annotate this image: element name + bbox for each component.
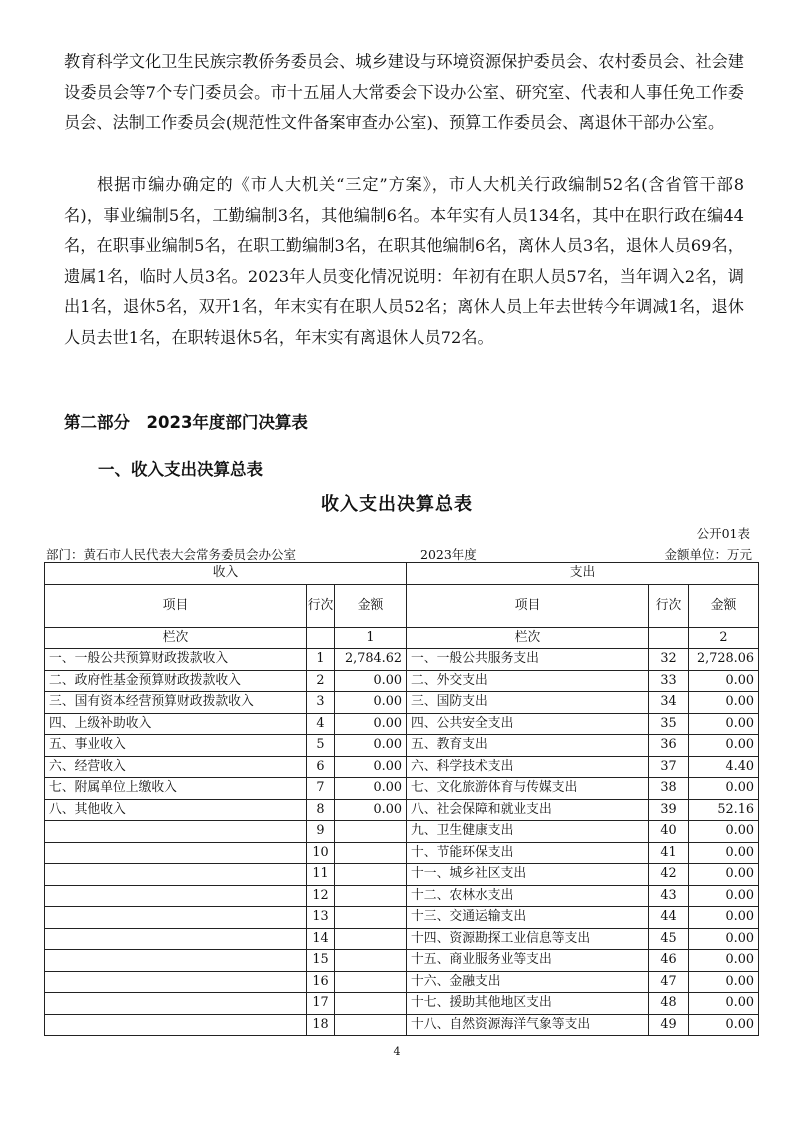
expense-amount-cell: 2,728.06 [689, 649, 759, 671]
expense-item-cell: 四、公共安全支出 [407, 713, 649, 735]
income-lanci-label: 栏次 [45, 627, 307, 649]
expense-amount-cell: 0.00 [689, 950, 759, 972]
expense-amount-cell: 0.00 [689, 778, 759, 800]
expense-row-number-cell: 49 [649, 1014, 689, 1036]
income-amount-cell: 0.00 [335, 778, 407, 800]
expense-row-number-cell: 34 [649, 692, 689, 714]
income-item-cell [45, 993, 307, 1015]
table-row [45, 735, 759, 757]
expense-item-cell: 十八、自然资源海洋气象等支出 [407, 1014, 649, 1036]
expense-row-number-cell: 47 [649, 971, 689, 993]
income-row-no-header: 行次 [307, 584, 335, 627]
table-row [45, 692, 759, 714]
expense-amount-cell: 52.16 [689, 799, 759, 821]
table-row [45, 670, 759, 692]
column-header-row [45, 584, 759, 627]
expense-item-cell: 一、一般公共服务支出 [407, 649, 649, 671]
income-amount-cell [335, 864, 407, 886]
income-amount-cell [335, 907, 407, 929]
income-row-number-cell: 10 [307, 842, 335, 864]
income-item-cell: 一、一般公共预算财政拨款收入 [45, 649, 307, 671]
expense-lanci-label: 栏次 [407, 627, 649, 649]
income-expense-table [44, 562, 759, 1036]
income-item-cell [45, 971, 307, 993]
income-item-cell [45, 1014, 307, 1036]
income-row-number-cell: 16 [307, 971, 335, 993]
department-label: 部门：黄石市人民代表大会常务委员会办公室 [46, 547, 297, 562]
expense-item-cell: 七、文化旅游体育与传媒支出 [407, 778, 649, 800]
income-item-cell: 三、国有资本经营预算财政拨款收入 [45, 692, 307, 714]
table-row [45, 993, 759, 1015]
expense-item-cell: 十二、农林水支出 [407, 885, 649, 907]
expense-header: 支出 [407, 563, 759, 585]
intro-paragraph-1: 教育科学文化卫生民族宗教侨务委员会、城乡建设与环境资源保护委员会、农村委员会、社会建设委员会等7个专门委员会。市十五届人大常委会下设办公室、研究室、代表和人事任免工作委员会、法制工作委员会(规范性文件备案审查办公室)、预算工作委员会、离退休干部办公室。 [64, 52, 744, 133]
income-amount-cell: 0.00 [335, 735, 407, 757]
expense-amount-cell: 0.00 [689, 907, 759, 929]
expense-item-cell: 二、外交支出 [407, 670, 649, 692]
expense-amount-cell: 0.00 [689, 864, 759, 886]
income-row-number-cell: 4 [307, 713, 335, 735]
income-item-cell [45, 907, 307, 929]
expense-row-number-cell: 46 [649, 950, 689, 972]
expense-row-number-cell: 36 [649, 735, 689, 757]
table-row [45, 756, 759, 778]
expense-amount-cell: 0.00 [689, 971, 759, 993]
income-item-cell [45, 950, 307, 972]
income-amount-cell: 0.00 [335, 756, 407, 778]
expense-amount-cell: 0.00 [689, 842, 759, 864]
table-row [45, 649, 759, 671]
expense-item-cell: 十四、资源勘探工业信息等支出 [407, 928, 649, 950]
income-amount-cell [335, 885, 407, 907]
unit-label: 金额单位：万元 [664, 547, 752, 562]
expense-item-cell: 十六、金融支出 [407, 971, 649, 993]
table-row [45, 799, 759, 821]
expense-amount-cell: 0.00 [689, 1014, 759, 1036]
income-item-cell: 六、经营收入 [45, 756, 307, 778]
income-row-number-cell: 15 [307, 950, 335, 972]
expense-amount-header: 金额 [689, 584, 759, 627]
table-row [45, 928, 759, 950]
table-title: 收入支出决算总表 [321, 494, 473, 515]
expense-lanci-blank [649, 627, 689, 649]
income-row-number-cell: 14 [307, 928, 335, 950]
income-amount-header: 金额 [335, 584, 407, 627]
form-number: 公开01表 [696, 526, 750, 541]
year-label: 2023年度 [420, 547, 477, 562]
income-amount-cell [335, 971, 407, 993]
income-row-number-cell: 7 [307, 778, 335, 800]
income-amount-cell: 0.00 [335, 799, 407, 821]
income-item-cell: 七、附属单位上缴收入 [45, 778, 307, 800]
expense-item-cell: 十三、交通运输支出 [407, 907, 649, 929]
column-number-row [45, 627, 759, 649]
expense-row-no-header: 行次 [649, 584, 689, 627]
table-row [45, 907, 759, 929]
income-item-header: 项目 [45, 584, 307, 627]
income-row-number-cell: 17 [307, 993, 335, 1015]
expense-amount-cell: 0.00 [689, 735, 759, 757]
income-item-cell [45, 821, 307, 843]
income-amount-cell [335, 1014, 407, 1036]
income-item-cell [45, 928, 307, 950]
expense-item-cell: 三、国防支出 [407, 692, 649, 714]
income-row-number-cell: 13 [307, 907, 335, 929]
expense-amount-cell: 0.00 [689, 993, 759, 1015]
table-row [45, 1014, 759, 1036]
income-row-number-cell: 11 [307, 864, 335, 886]
expense-row-number-cell: 44 [649, 907, 689, 929]
expense-row-number-cell: 40 [649, 821, 689, 843]
expense-row-number-cell: 48 [649, 993, 689, 1015]
income-item-cell [45, 885, 307, 907]
table-row [45, 821, 759, 843]
expense-item-cell: 六、科学技术支出 [407, 756, 649, 778]
table-header-row [45, 563, 759, 585]
income-item-cell: 二、政府性基金预算财政拨款收入 [45, 670, 307, 692]
table-row [45, 864, 759, 886]
income-amount-cell: 0.00 [335, 670, 407, 692]
section-title: 一、收入支出决算总表 [98, 460, 263, 479]
income-row-number-cell: 18 [307, 1014, 335, 1036]
expense-amount-cell: 0.00 [689, 821, 759, 843]
expense-item-cell: 五、教育支出 [407, 735, 649, 757]
income-row-number-cell: 1 [307, 649, 335, 671]
income-column-number: 1 [335, 627, 407, 649]
income-lanci-blank [307, 627, 335, 649]
income-amount-cell [335, 842, 407, 864]
expense-row-number-cell: 38 [649, 778, 689, 800]
expense-row-number-cell: 39 [649, 799, 689, 821]
page-number: 4 [393, 1045, 401, 1058]
table-row [45, 842, 759, 864]
income-item-cell: 五、事业收入 [45, 735, 307, 757]
expense-amount-cell: 0.00 [689, 885, 759, 907]
expense-amount-cell: 0.00 [689, 713, 759, 735]
expense-row-number-cell: 35 [649, 713, 689, 735]
table-row [45, 950, 759, 972]
table-row [45, 713, 759, 735]
expense-amount-cell: 4.40 [689, 756, 759, 778]
table-row [45, 971, 759, 993]
income-row-number-cell: 3 [307, 692, 335, 714]
expense-row-number-cell: 45 [649, 928, 689, 950]
income-row-number-cell: 8 [307, 799, 335, 821]
income-amount-cell [335, 993, 407, 1015]
income-row-number-cell: 2 [307, 670, 335, 692]
expense-item-cell: 九、卫生健康支出 [407, 821, 649, 843]
income-item-cell: 四、上级补助收入 [45, 713, 307, 735]
expense-row-number-cell: 32 [649, 649, 689, 671]
expense-item-cell: 十五、商业服务业等支出 [407, 950, 649, 972]
expense-item-cell: 八、社会保障和就业支出 [407, 799, 649, 821]
expense-amount-cell: 0.00 [689, 928, 759, 950]
expense-amount-cell: 0.00 [689, 670, 759, 692]
income-item-cell [45, 842, 307, 864]
income-header: 收入 [45, 563, 407, 585]
income-row-number-cell: 12 [307, 885, 335, 907]
expense-row-number-cell: 41 [649, 842, 689, 864]
income-amount-cell: 0.00 [335, 692, 407, 714]
expense-column-number: 2 [689, 627, 759, 649]
expense-row-number-cell: 42 [649, 864, 689, 886]
expense-row-number-cell: 37 [649, 756, 689, 778]
income-item-cell: 八、其他收入 [45, 799, 307, 821]
expense-item-cell: 十、节能环保支出 [407, 842, 649, 864]
income-amount-cell: 2,784.62 [335, 649, 407, 671]
expense-amount-cell: 0.00 [689, 692, 759, 714]
part-title: 第二部分 2023年度部门决算表 [64, 413, 308, 432]
expense-row-number-cell: 33 [649, 670, 689, 692]
expense-item-cell: 十七、援助其他地区支出 [407, 993, 649, 1015]
income-item-cell [45, 864, 307, 886]
income-row-number-cell: 6 [307, 756, 335, 778]
income-amount-cell [335, 928, 407, 950]
expense-item-header: 项目 [407, 584, 649, 627]
expense-item-cell: 十一、城乡社区支出 [407, 864, 649, 886]
expense-row-number-cell: 43 [649, 885, 689, 907]
table-row [45, 885, 759, 907]
income-row-number-cell: 9 [307, 821, 335, 843]
income-row-number-cell: 5 [307, 735, 335, 757]
income-amount-cell [335, 821, 407, 843]
income-amount-cell [335, 950, 407, 972]
table-row [45, 778, 759, 800]
intro-paragraph-2: 根据市编办确定的《市人大机关“三定”方案》，市人大机关行政编制52名(含省管干部8名)，事业编制5名，工勤编制3名，其他编制6名。本年实有人员134名，其中在职行政在编44名，在职事业编制5名，在职工勤编制3名，在职其他编制6名，离休人员3名，退休人员69名，遗属1名，临时人员3名。2023年人员变化情况说明：年初有在职人员57名，当年调入2名，调出1名，退休5名，双开1名，年末实有在职人员52名；离休人员上年去世转今年调减1名，退休人员去世1名，在职转退休5名，年末实有离退休人员72名。 [64, 175, 744, 347]
income-amount-cell: 0.00 [335, 713, 407, 735]
